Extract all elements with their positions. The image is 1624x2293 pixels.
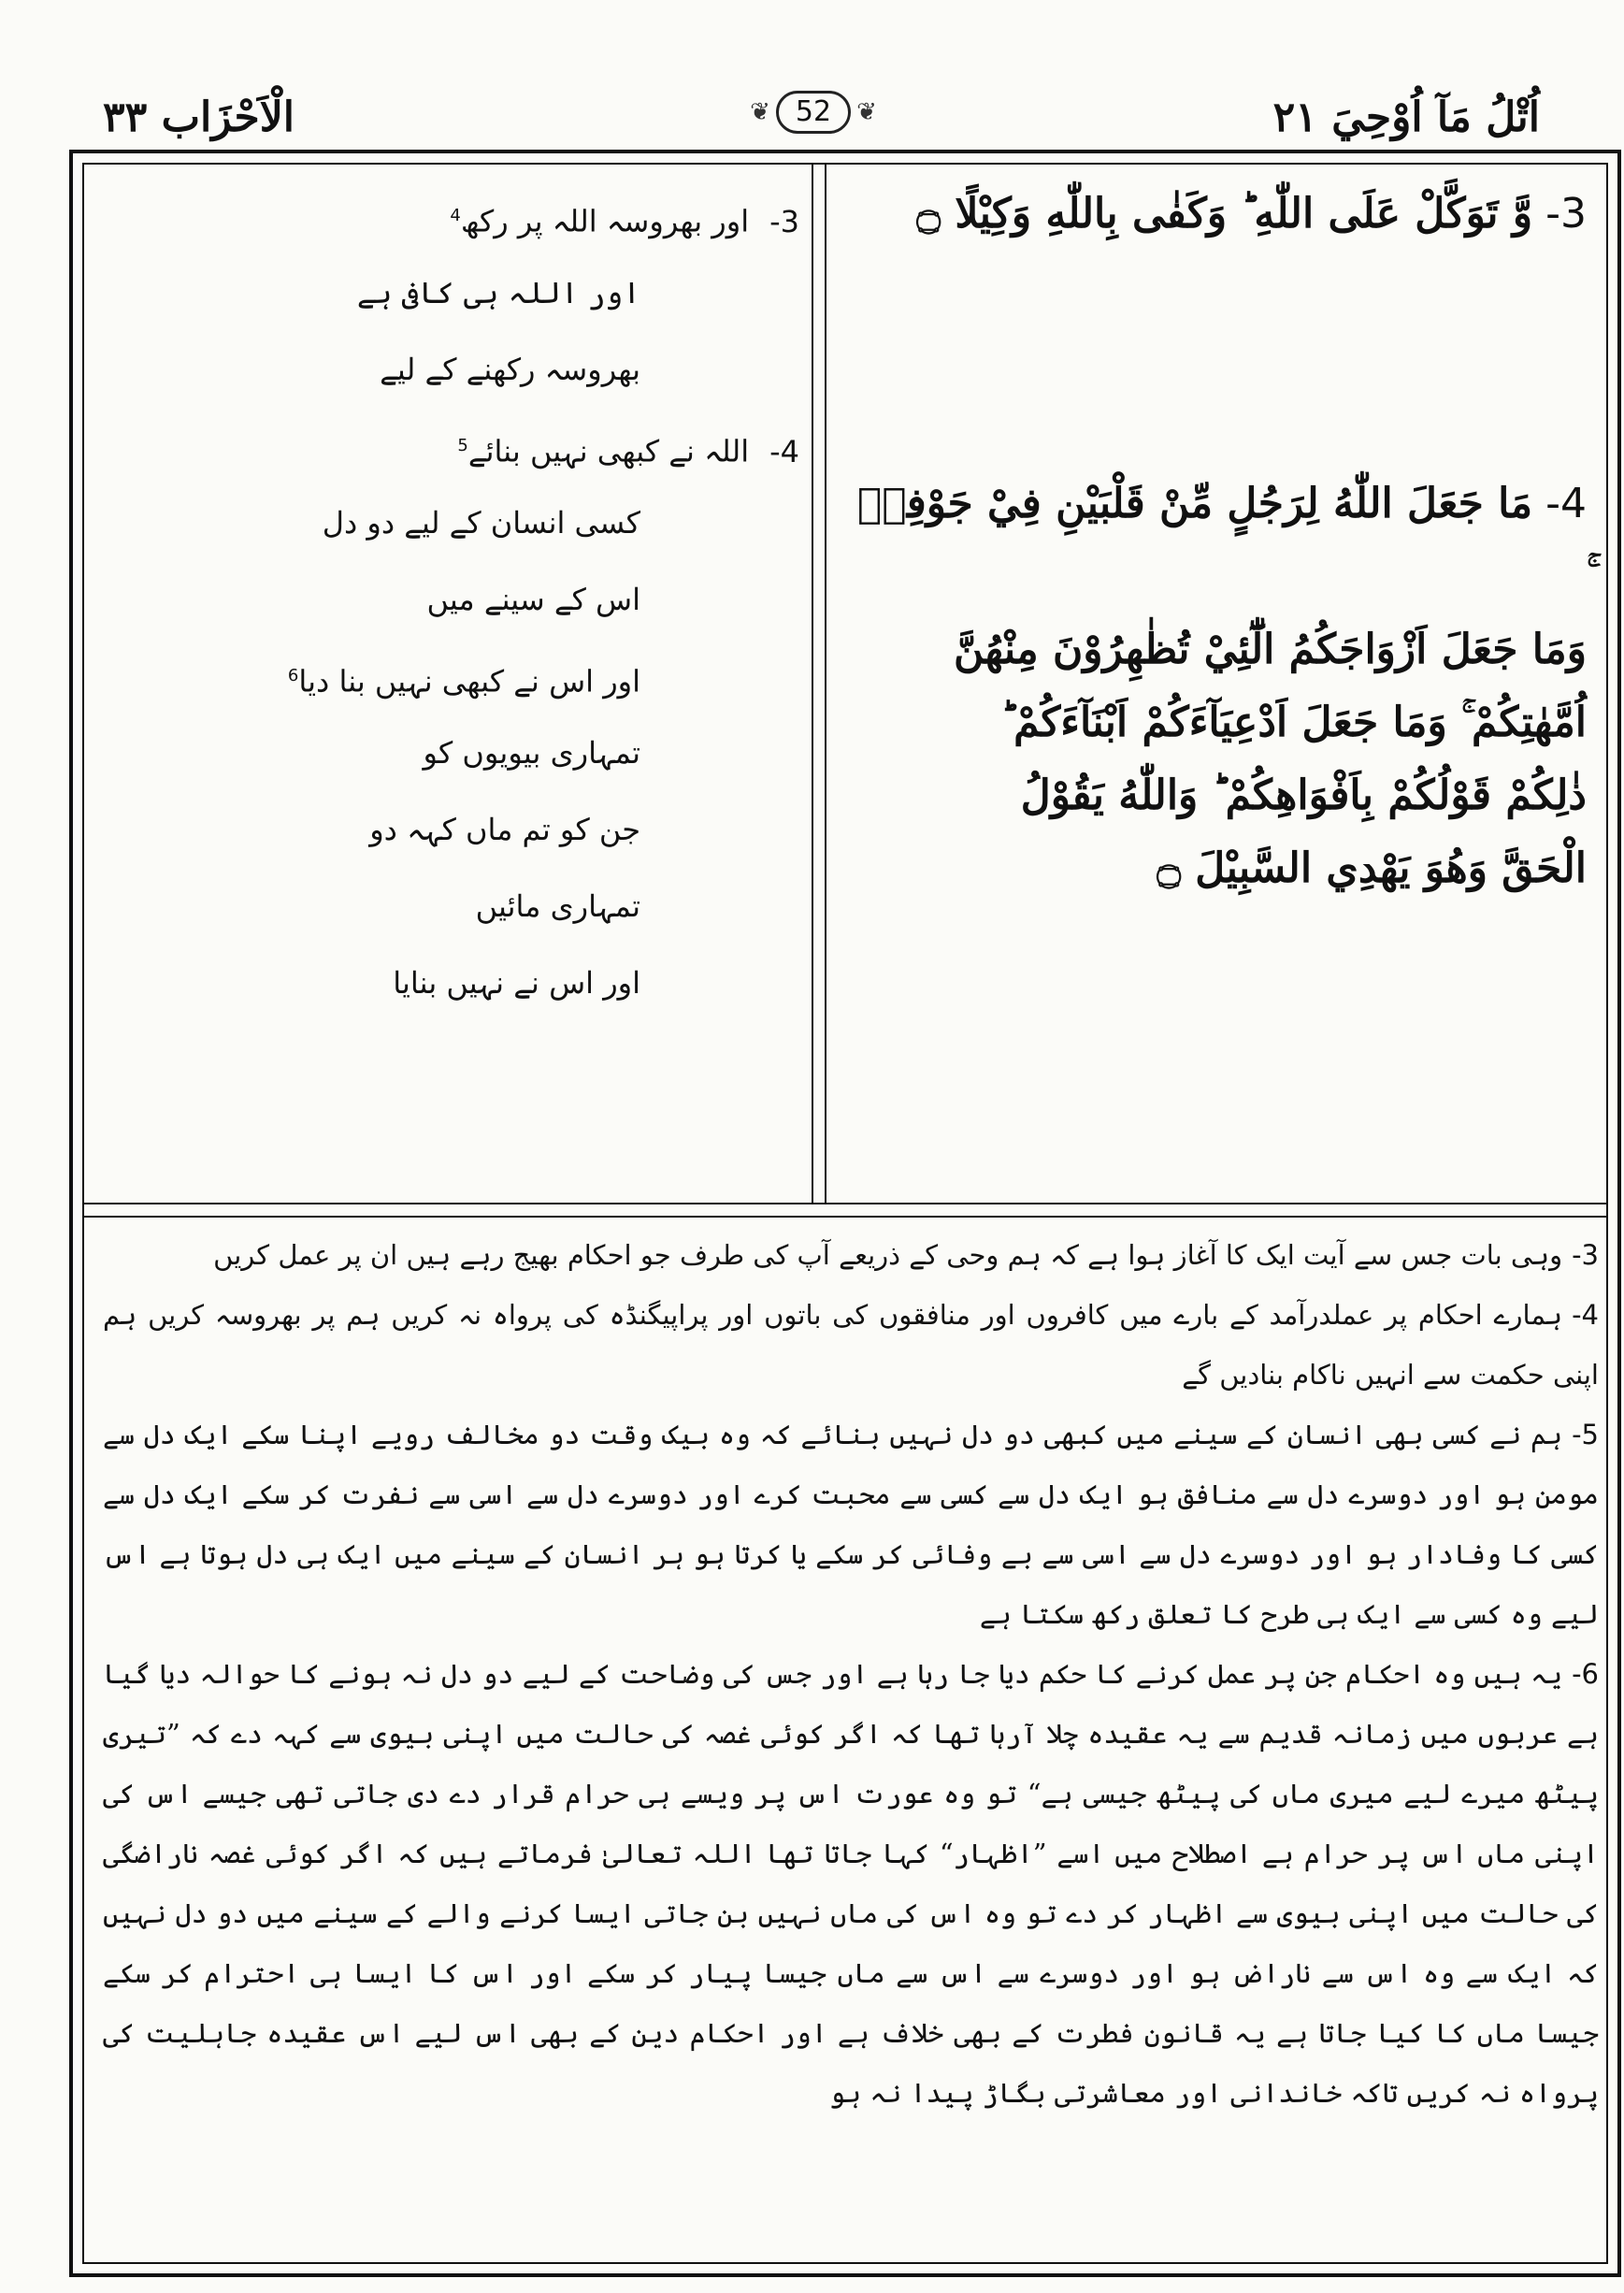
footnote bbox=[103, 1225, 1599, 1285]
translation-text: اللہ نے کبھی نہیں بنائے bbox=[467, 433, 750, 469]
translation-text: اور بھروسہ اللہ پر رکھ bbox=[460, 203, 750, 239]
column-divider bbox=[812, 163, 813, 1203]
footnote-text: ہم نے کسی بھی انسان کے سینے میں کبھی دو دل نہیں بنائے کہ وہ بیک وقت دو مخالف رویے اپنا سکے ایک دل سے مومن ہو اور دوسرے دل سے منافق ہو ایک دل سے کسی سے محبت کرے اور دوسرے دل سے اسی سے نفرت کر سکے ایک دل سے کسی کا وفادار ہو اور دوسرے دل سے اسی سے بے وفائی کر سکے یا کرتا ہو ہر انسان کے سینے میں ایک ہی دل ہوتا ہے اس لیے وہ کسی سے ایک ہی طرح کا تعلق رکھ سکتا ہے bbox=[103, 1419, 1599, 1630]
translation-line bbox=[103, 331, 799, 408]
translation-line bbox=[103, 484, 799, 561]
translation-line bbox=[103, 945, 799, 1021]
translation-text: کسی انسان کے لیے دو دل bbox=[322, 505, 640, 541]
footnote-number: 5- bbox=[1572, 1419, 1599, 1450]
footnote bbox=[103, 1405, 1599, 1644]
footnote-number: 3- bbox=[1572, 1239, 1599, 1271]
translation-line bbox=[103, 254, 799, 331]
translation-line bbox=[103, 638, 799, 714]
translation-line bbox=[103, 714, 799, 791]
footnote bbox=[103, 1285, 1599, 1405]
translation-column bbox=[103, 178, 799, 1021]
verse-line: 4-مَا جَعَلَ اللّٰهُ لِرَجُلٍ مِّنْ قَلْبَيْنِ فِيْ جَوْفِهٖ bbox=[856, 480, 1587, 527]
footnote-ref: 4 bbox=[450, 206, 461, 225]
arabic-verse-3 bbox=[839, 178, 1587, 251]
translation-text: جن کو تم ماں کہہ دو bbox=[369, 812, 640, 847]
verse-number: 3- bbox=[1545, 190, 1587, 238]
translation-line bbox=[103, 408, 799, 484]
verse-number: 4- bbox=[1545, 480, 1587, 527]
footnotes-section bbox=[103, 1225, 1599, 2123]
translation-verse-number: 3- bbox=[769, 203, 799, 239]
footnote-text: ہمارے احکام پر عملدرآمد کے بارے میں کافروں اور منافقوں کی باتوں اور پراپیگنڈہ کی پرواہ نہ کریں ہم پر بھروسہ کریں ہم اپنی حکمت سے انہیں ناکام بنادیں گے bbox=[103, 1299, 1599, 1391]
para-title: اُتْلُ مَآ اُوْحِيَ ٢١ bbox=[1272, 94, 1540, 141]
verse-line: ذٰلِكُمْ قَوْلُكُمْ بِاَفْوَاهِكُمْ ؕ وَاللّٰهُ يَقُوْلُ bbox=[1020, 772, 1587, 819]
verse-line: وَمَا جَعَلَ اَزْوَاجَكُمُ الّٰٓئِيْ تُظٰهِرُوْنَ مِنْهُنَّ bbox=[954, 626, 1587, 673]
page-number: 52 bbox=[776, 91, 851, 134]
translation-text: تمہاری بیویوں کو bbox=[423, 735, 640, 771]
footnote-text: وہی بات جس سے آیت ایک کا آغاز ہوا ہے کہ ہم وحی کے ذریعے آپ کی طرف جو احکام بھیج رہے ہیں ان پر عمل کریں bbox=[213, 1239, 1563, 1271]
translation-text: بھروسہ رکھنے کے لیے bbox=[380, 352, 640, 387]
ornament-icon: ❦ bbox=[856, 98, 877, 126]
verse-line: الْحَقَّ وَهُوَ يَهْدِي السَّبِيْلَ ۝ bbox=[1157, 844, 1587, 892]
footnote-number: 4- bbox=[1572, 1299, 1599, 1331]
footnote-number: 6- bbox=[1572, 1658, 1599, 1690]
verse-text: وَّ تَوَكَّلْ عَلَى اللّٰهِ ؕ وَكَفٰى بِاللّٰهِ وَكِيْلًا ۝ bbox=[916, 190, 1533, 238]
translation-line bbox=[103, 561, 799, 638]
verse-line: اُمَّهٰتِكُمْ ۚ وَمَا جَعَلَ اَدْعِيَآءَكُمْ اَبْنَآءَكُمْ ؕ bbox=[1000, 699, 1587, 746]
ornament-icon: ❦ bbox=[750, 98, 770, 126]
translation-line bbox=[103, 868, 799, 945]
section-divider bbox=[82, 1216, 1608, 1218]
footnote-ref: 5 bbox=[457, 436, 468, 455]
page-number-badge bbox=[748, 90, 879, 135]
translation-text: اور اس نے نہیں بنایا bbox=[393, 965, 640, 1001]
translation-text: اس کے سینے میں bbox=[426, 582, 640, 617]
translation-text: تمہاری مائیں bbox=[475, 888, 640, 924]
arabic-verse-4 bbox=[839, 468, 1587, 905]
translation-text: اور اللہ ہی کافی ہے bbox=[356, 275, 640, 310]
footnote-ref: 6 bbox=[287, 666, 299, 685]
surah-title: الْاَحْزَاب ٣٣ bbox=[103, 94, 295, 141]
column-divider bbox=[825, 163, 826, 1203]
footnote bbox=[103, 1644, 1599, 2123]
section-divider bbox=[82, 1203, 1608, 1204]
translation-line bbox=[103, 178, 799, 254]
footnote-text: یہ ہیں وہ احکام جن پر عمل کرنے کا حکم دیا جا رہا ہے اور جس کی وضاحت کے لیے دو دل نہ ہونے کا حوالہ دیا گیا ہے عربوں میں زمانہ قدیم سے یہ عقیدہ چلا آرہا تھا کہ اگر کوئی غصہ کی حالت میں اپنی بیوی سے کہہ دے کہ ”تیری پیٹھ میرے لیے میری ماں کی پیٹھ جیسی ہے“ تو وہ عورت اس پر ویسے ہی حرام قرار دے دی جاتی تھی جیسے اس کی اپنی ماں اس پر حرام ہے اصطلاح میں اسے ”اظہار“ کہا جاتا تھا اللہ تعالیٰ فرماتے ہیں کہ اگر کوئی غصہ ناراضگی کی حالت میں اپنی بیوی سے اظہار کر دے تو وہ اس کی ماں نہیں بن جاتی ایسا کرنے والے کے سینے میں دو دل نہیں کہ ایک سے وہ اس سے ناراض ہو اور دوسرے سے اس سے ماں جیسا پیار کر سکے اور اس کا ایسا ہی احترام کر سکے جیسا ماں کا کیا جاتا ہے یہ قانون فطرت کے بھی خلاف ہے اور احکام دین کے بھی اس لیے اس عقیدہ جاہلیت کی پرواہ نہ کریں تاکہ خاندانی اور معاشرتی بگاڑ پیدا نہ ہو bbox=[103, 1658, 1599, 2109]
translation-verse-number: 4- bbox=[769, 433, 799, 469]
translation-text: اور اس نے کبھی نہیں بنا دیا bbox=[298, 663, 640, 699]
translation-line bbox=[103, 791, 799, 868]
